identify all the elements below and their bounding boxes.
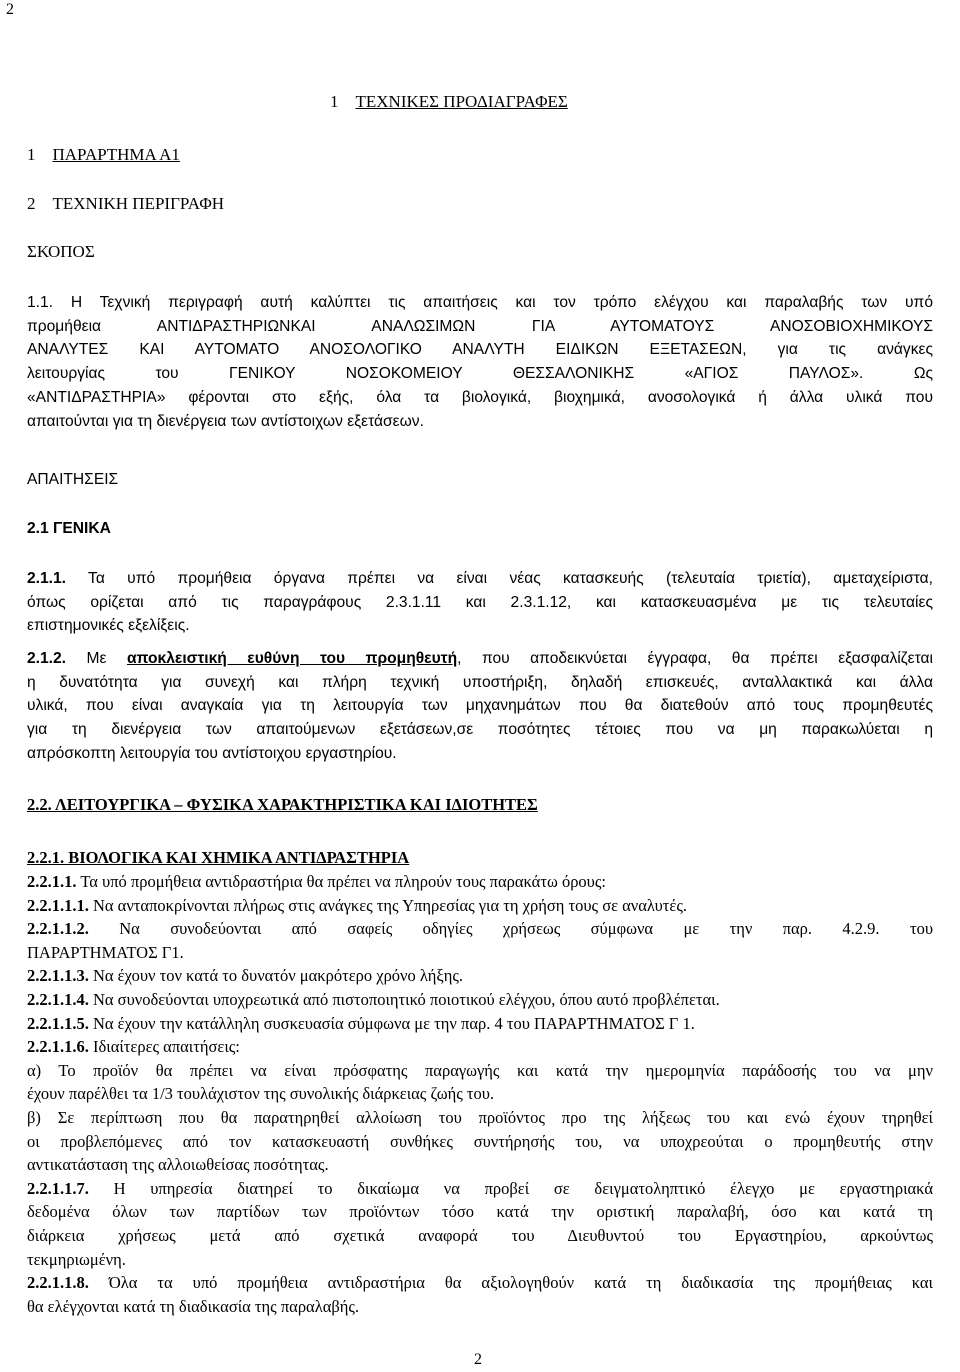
heading-number: 1 <box>330 92 339 111</box>
list-item <box>27 1035 933 1059</box>
scope-paragraph <box>27 291 933 433</box>
heading-requirements: ΑΠΑΙΤΗΣΕΙΣ <box>27 471 119 488</box>
page-number-top: 2 <box>6 1 14 18</box>
heading-general: 2.1 ΓΕΝΙΚΑ <box>27 520 111 537</box>
paragraph-text: Με <box>86 650 107 667</box>
paragraph-line: όπως ορίζεται από τις παραγράφους 2.3.1.11 και 2.3.1.12, και κατασκευασμένα με τις τελευταίες <box>27 593 933 611</box>
heading-technical-description <box>27 193 224 215</box>
list-item <box>27 894 933 918</box>
heading-2-2: 2.2. ΛΕΙΤΟΥΡΓΙΚΑ – ΦΥΣΙΚΑ ΧΑΡΑΚΤΗΡΙΣΤΙΚΑ ΚΑΙ ΙΔΙΟΤΗΤΕΣ <box>27 795 538 814</box>
list-item <box>27 1177 933 1201</box>
heading-scope: ΣΚΟΠΟΣ <box>27 242 95 261</box>
paragraph-line: επιστημονικές εξελίξεις. <box>27 617 190 635</box>
item-text: Να έχουν τον κατά το δυνατόν μακρότερο χρόνο λήξης. <box>93 966 464 986</box>
item-text: Όλα τα υπό προμήθεια αντιδραστήρια θα αξιολογηθούν κατά τη διαδικασία της προμήθειας και <box>108 1273 934 1293</box>
list-item <box>27 870 933 894</box>
paragraph-number: 2.1.1. <box>27 570 67 587</box>
paragraph-2-1-1 <box>27 567 933 638</box>
item-text: Να συνοδεύονται υποχρεωτικά από πιστοποιητικό ποιοτικού ελέγχου, όπου αυτό προβλέπεται. <box>93 989 720 1009</box>
list-item <box>27 1271 933 1295</box>
heading-2-2-1: 2.2.1. ΒΙΟΛΟΓΙΚΑ ΚΑΙ ΧΗΜΙΚΑ ΑΝΤΙΔΡΑΣΤΗΡΙΑ <box>27 848 410 867</box>
sub-item-b-line: αντικατάσταση της αλλοιωθείσας ποσότητας. <box>27 1155 329 1175</box>
item-text: Να ανταποκρίνονται πλήρως στις ανάγκες της Υπηρεσίας για τη χρήση τους σε αναλυτές. <box>93 895 687 915</box>
heading-number: 1 <box>27 145 36 164</box>
item-continuation: δεδομένα όλων των παρτίδων των προϊόντων τόσο κατά την οριστική παραλαβή, όσο και κατά τη <box>27 1202 933 1222</box>
item-text: Να συνοδεύονται από σαφείς οδηγίες χρήσεως σύμφωνα με την παρ. 4.2.9. του <box>119 919 933 939</box>
paragraph-2-1-2 <box>27 647 933 766</box>
item-number: 2.2.1.1.1. <box>27 895 89 915</box>
heading-technical-specs <box>330 91 568 113</box>
paragraph-line: απαιτούνται για τη διενέργεια των αντίστοιχων εξετάσεων. <box>27 412 424 430</box>
item-text: Τα υπό προμήθεια αντιδραστήρια θα πρέπει να πληρούν τους παρακάτω όρους: <box>80 872 606 891</box>
heading-text: ΠΑΡΑΡΤΗΜΑ Α1 <box>52 145 180 164</box>
list-item <box>27 1012 933 1036</box>
item-number: 2.2.1.1.7. <box>27 1178 89 1198</box>
heading-text: ΤΕΧΝΙΚΗ ΠΕΡΙΓΡΑΦΗ <box>52 194 225 213</box>
paragraph-line: υλικά, που είναι αναγκαία για τη λειτουργία των μηχανημάτων που θα διατεθούν από τους προμηθευτές <box>27 697 933 715</box>
item-text: Η υπηρεσία διατηρεί το δικαίωμα να προβεί σε δειγματοληπτικό έλεγχο με εργαστηριακά <box>113 1178 933 1198</box>
paragraph-line: για τη διενέργεια των απαιτούμενων εξετάσεων,σε ποσότητες τέτοιες που να μη παρακωλύεται η <box>27 721 933 739</box>
item-number: 2.2.1.1.3. <box>27 966 89 986</box>
sub-item-b-line: οι προβλεπόμενες από τον κατασκευαστή συνθήκες συντήρησής του, να υποχρεούται ο προμηθευτής στην <box>27 1131 933 1151</box>
heading-number: 2 <box>27 194 36 213</box>
sub-item-a-line: α) Το προϊόν θα πρέπει να είναι πρόσφατης παραγωγής και κατά την ημερομηνία παράδοσής του να μην <box>27 1060 933 1080</box>
item-continuation: διάρκεια χρήσεως μετά από σχετικά αναφορά του Διευθυντού του Εργαστηρίου, αρκούντως <box>27 1225 933 1245</box>
heading-text: ΤΕΧΝΙΚΕΣ ΠΡΟΔΙΑΓΡΑΦΕΣ <box>355 92 568 111</box>
list-item <box>27 988 933 1012</box>
paragraph-number: 2.1.2. <box>27 650 67 667</box>
paragraph-line: 1.1. Η Τεχνική περιγραφή αυτή καλύπτει τις απαιτήσεις και τον τρόπο ελέγχου και παραλαβής των υπό <box>27 294 933 311</box>
paragraph-line: η δυνατότητα για συνεχή και πλήρη τεχνική υποστήριξη, δηλαδή επισκευές, ανταλλακτικά και άλλα <box>27 673 933 691</box>
page-number-bottom: 2 <box>474 1351 482 1368</box>
paragraph-line: Τα υπό προμήθεια όργανα πρέπει να είναι νέας κατασκευής (τελευταία τριετία), αμεταχείριστα, <box>88 570 933 587</box>
paragraph-line: «ΑΝΤΙΔΡΑΣΤΗΡΙΑ» φέρονται στο εξής, όλα τα βιολογικά, βιοχημικά, ανοσολογικά ή άλλα υλικά που <box>27 388 933 406</box>
item-number: 2.2.1.1.4. <box>27 989 89 1009</box>
heading-annex <box>27 144 180 166</box>
emphasis-text: αποκλειστική ευθύνη του προμηθευτή <box>126 650 458 667</box>
item-number: 2.2.1.1.5. <box>27 1013 89 1033</box>
paragraph-line: προμήθεια ΑΝΤΙΔΡΑΣΤΗΡΙΩΝΚΑΙ ΑΝΑΛΩΣΙΜΩΝ ΓΙΑ ΑΥΤΟΜΑΤΟΥΣ ΑΝΟΣΟΒΙΟΧΗΜΙΚΟΥΣ <box>27 317 933 335</box>
paragraph-line: απρόσκοπτη λειτουργία του αντίστοιχου εργαστηρίου. <box>27 744 397 762</box>
item-number: 2.2.1.1.2. <box>27 919 89 939</box>
paragraph-text: , που αποδεικνύεται έγγραφα, θα πρέπει εξασφαλίζεται <box>457 650 933 667</box>
item-number: 2.2.1.1.8. <box>27 1273 89 1293</box>
item-number: 2.2.1.1. <box>27 872 77 891</box>
item-number: 2.2.1.1.6. <box>27 1037 89 1057</box>
paragraph-line: λειτουργίας του ΓΕΝΙΚΟΥ ΝΟΣΟΚΟΜΕΙΟΥ ΘΕΣΣΑΛΟΝΙΚΗΣ «ΑΓΙΟΣ ΠΑΥΛΟΣ». Ως <box>27 365 933 383</box>
item-text: Να έχουν την κατάλληλη συσκευασία σύμφωνα με την παρ. 4 του ΠΑΡΑΡΤΗΜΑΤΟΣ Γ 1. <box>93 1013 695 1033</box>
reagent-requirements-list <box>27 870 933 1318</box>
item-continuation: ΠΑΡΑΡΤΗΜΑΤΟΣ Γ1. <box>27 942 184 962</box>
item-text: Ιδιαίτερες απαιτήσεις: <box>93 1037 240 1057</box>
sub-item-b-line: β) Σε περίπτωση που θα παρατηρηθεί αλλοίωση του προϊόντος προ της λήξεως του και ενώ έχουν τηρηθεί <box>27 1107 933 1127</box>
item-continuation: θα ελέγχονται κατά τη διαδικασία της παραλαβής. <box>27 1296 360 1316</box>
list-item <box>27 917 933 941</box>
paragraph-line: ΑΝΑΛΥΤΕΣ ΚΑΙ ΑΥΤΟΜΑΤΟ ΑΝΟΣΟΛΟΓΙΚΟ ΑΝΑΛΥΤΗ ΕΙΔΙΚΩΝ ΕΞΕΤΑΣΕΩΝ, για τις ανάγκες <box>27 341 933 359</box>
list-item <box>27 964 933 988</box>
item-continuation: τεκμηριωμένη. <box>27 1249 126 1269</box>
sub-item-a-line: έχουν παρέλθει τα 1/3 τουλάχιστον της συνολικής διάρκειας ζωής του. <box>27 1084 495 1104</box>
